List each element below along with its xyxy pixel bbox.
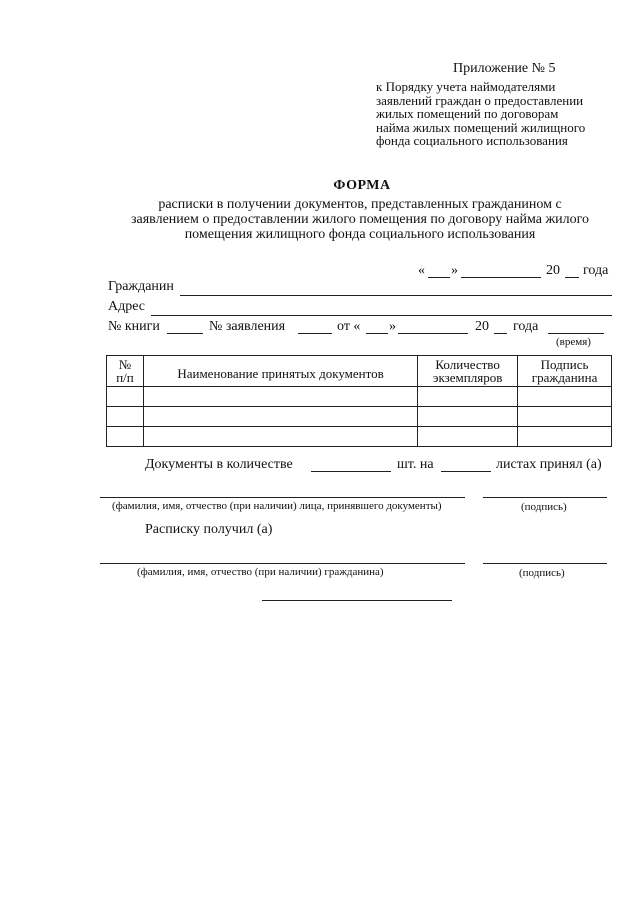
citizen-field[interactable] bbox=[180, 295, 612, 296]
header-number: № п/п bbox=[107, 356, 144, 387]
appendix-line: фонда социального использования bbox=[376, 133, 568, 148]
cell-copies[interactable] bbox=[418, 427, 518, 447]
cell-copies[interactable] bbox=[418, 387, 518, 407]
cell-signature[interactable] bbox=[518, 427, 612, 447]
sheets-count-field[interactable] bbox=[441, 471, 491, 472]
cell-number[interactable] bbox=[107, 427, 144, 447]
table-header-row bbox=[107, 356, 612, 387]
documents-count-field[interactable] bbox=[311, 471, 391, 472]
form-subtitle bbox=[100, 197, 620, 242]
header-document-name: Наименование принятых документов bbox=[143, 356, 417, 387]
application-month-field[interactable] bbox=[398, 333, 468, 334]
date-close-quote: » bbox=[451, 263, 458, 278]
acceptance-text-count: Документы в количестве bbox=[145, 457, 293, 472]
table-row bbox=[107, 407, 612, 427]
date-year-prefix: 20 bbox=[546, 263, 560, 278]
header-citizen-signature: Подпись гражданина bbox=[518, 356, 612, 387]
receipt-label: Расписку получил (а) bbox=[145, 522, 273, 537]
acceptor-signature-field[interactable] bbox=[483, 497, 607, 498]
appendix-line: к Порядку учета наймодателями bbox=[376, 79, 556, 94]
appendix-description bbox=[376, 80, 585, 148]
table-row bbox=[107, 387, 612, 407]
application-number-label: № заявления bbox=[209, 319, 286, 334]
subtitle-line: расписки в получении документов, представленных гражданином с bbox=[158, 197, 562, 212]
book-number-field[interactable] bbox=[167, 333, 203, 334]
acceptor-name-field[interactable] bbox=[100, 497, 465, 498]
cell-number[interactable] bbox=[107, 387, 144, 407]
citizen-name-caption: (фамилия, имя, отчество (при наличии) гражданина) bbox=[137, 566, 384, 578]
header-copies-count: Количество экземпляров bbox=[418, 356, 518, 387]
documents-table bbox=[106, 355, 612, 447]
appendix-line: жилых помещений по договорам bbox=[376, 106, 559, 121]
date-month-field[interactable] bbox=[461, 277, 541, 278]
acceptance-text-sheets: листах принял (а) bbox=[496, 457, 602, 472]
application-year-suffix: года bbox=[513, 319, 539, 334]
application-number-field[interactable] bbox=[298, 333, 332, 334]
date-open-quote: « bbox=[418, 263, 425, 278]
cell-document-name[interactable] bbox=[143, 427, 417, 447]
cell-signature[interactable] bbox=[518, 387, 612, 407]
cell-copies[interactable] bbox=[418, 407, 518, 427]
book-number-label: № книги bbox=[108, 319, 160, 334]
address-label: Адрес bbox=[108, 299, 146, 314]
cell-signature[interactable] bbox=[518, 407, 612, 427]
form-title: ФОРМА bbox=[333, 178, 391, 193]
appendix-title: Приложение № 5 bbox=[453, 61, 556, 76]
address-field[interactable] bbox=[151, 315, 612, 316]
acceptance-text-pieces: шт. на bbox=[397, 457, 434, 472]
cell-number[interactable] bbox=[107, 407, 144, 427]
date-year-field[interactable] bbox=[565, 277, 579, 278]
acceptor-name-caption: (фамилия, имя, отчество (при наличии) лица, принявшего документы) bbox=[112, 500, 442, 512]
citizen-signature-field[interactable] bbox=[483, 563, 607, 564]
date-day-field[interactable] bbox=[428, 277, 450, 278]
time-field[interactable] bbox=[548, 333, 604, 334]
citizen-name-field[interactable] bbox=[100, 563, 465, 564]
application-date-label: от « bbox=[337, 319, 361, 334]
citizen-label: Гражданин bbox=[108, 279, 174, 294]
application-date-close-quote: » bbox=[389, 319, 396, 334]
bottom-divider bbox=[262, 600, 452, 601]
subtitle-line: помещения жилищного фонда социального использования bbox=[184, 227, 536, 242]
citizen-signature-caption: (подпись) bbox=[519, 567, 565, 579]
acceptor-signature-caption: (подпись) bbox=[521, 501, 567, 513]
date-year-suffix: года bbox=[583, 263, 609, 278]
cell-document-name[interactable] bbox=[143, 407, 417, 427]
application-year-field[interactable] bbox=[494, 333, 507, 334]
time-caption: (время) bbox=[556, 336, 591, 348]
application-year-prefix: 20 bbox=[475, 319, 489, 334]
subtitle-line: заявлением о предоставлении жилого помещения по договору найма жилого bbox=[130, 212, 589, 227]
table-row bbox=[107, 427, 612, 447]
appendix-line: заявлений граждан о предоставлении bbox=[376, 92, 584, 108]
appendix-line: найма жилых помещений жилищного bbox=[376, 119, 586, 135]
cell-document-name[interactable] bbox=[143, 387, 417, 407]
application-day-field[interactable] bbox=[366, 333, 388, 334]
